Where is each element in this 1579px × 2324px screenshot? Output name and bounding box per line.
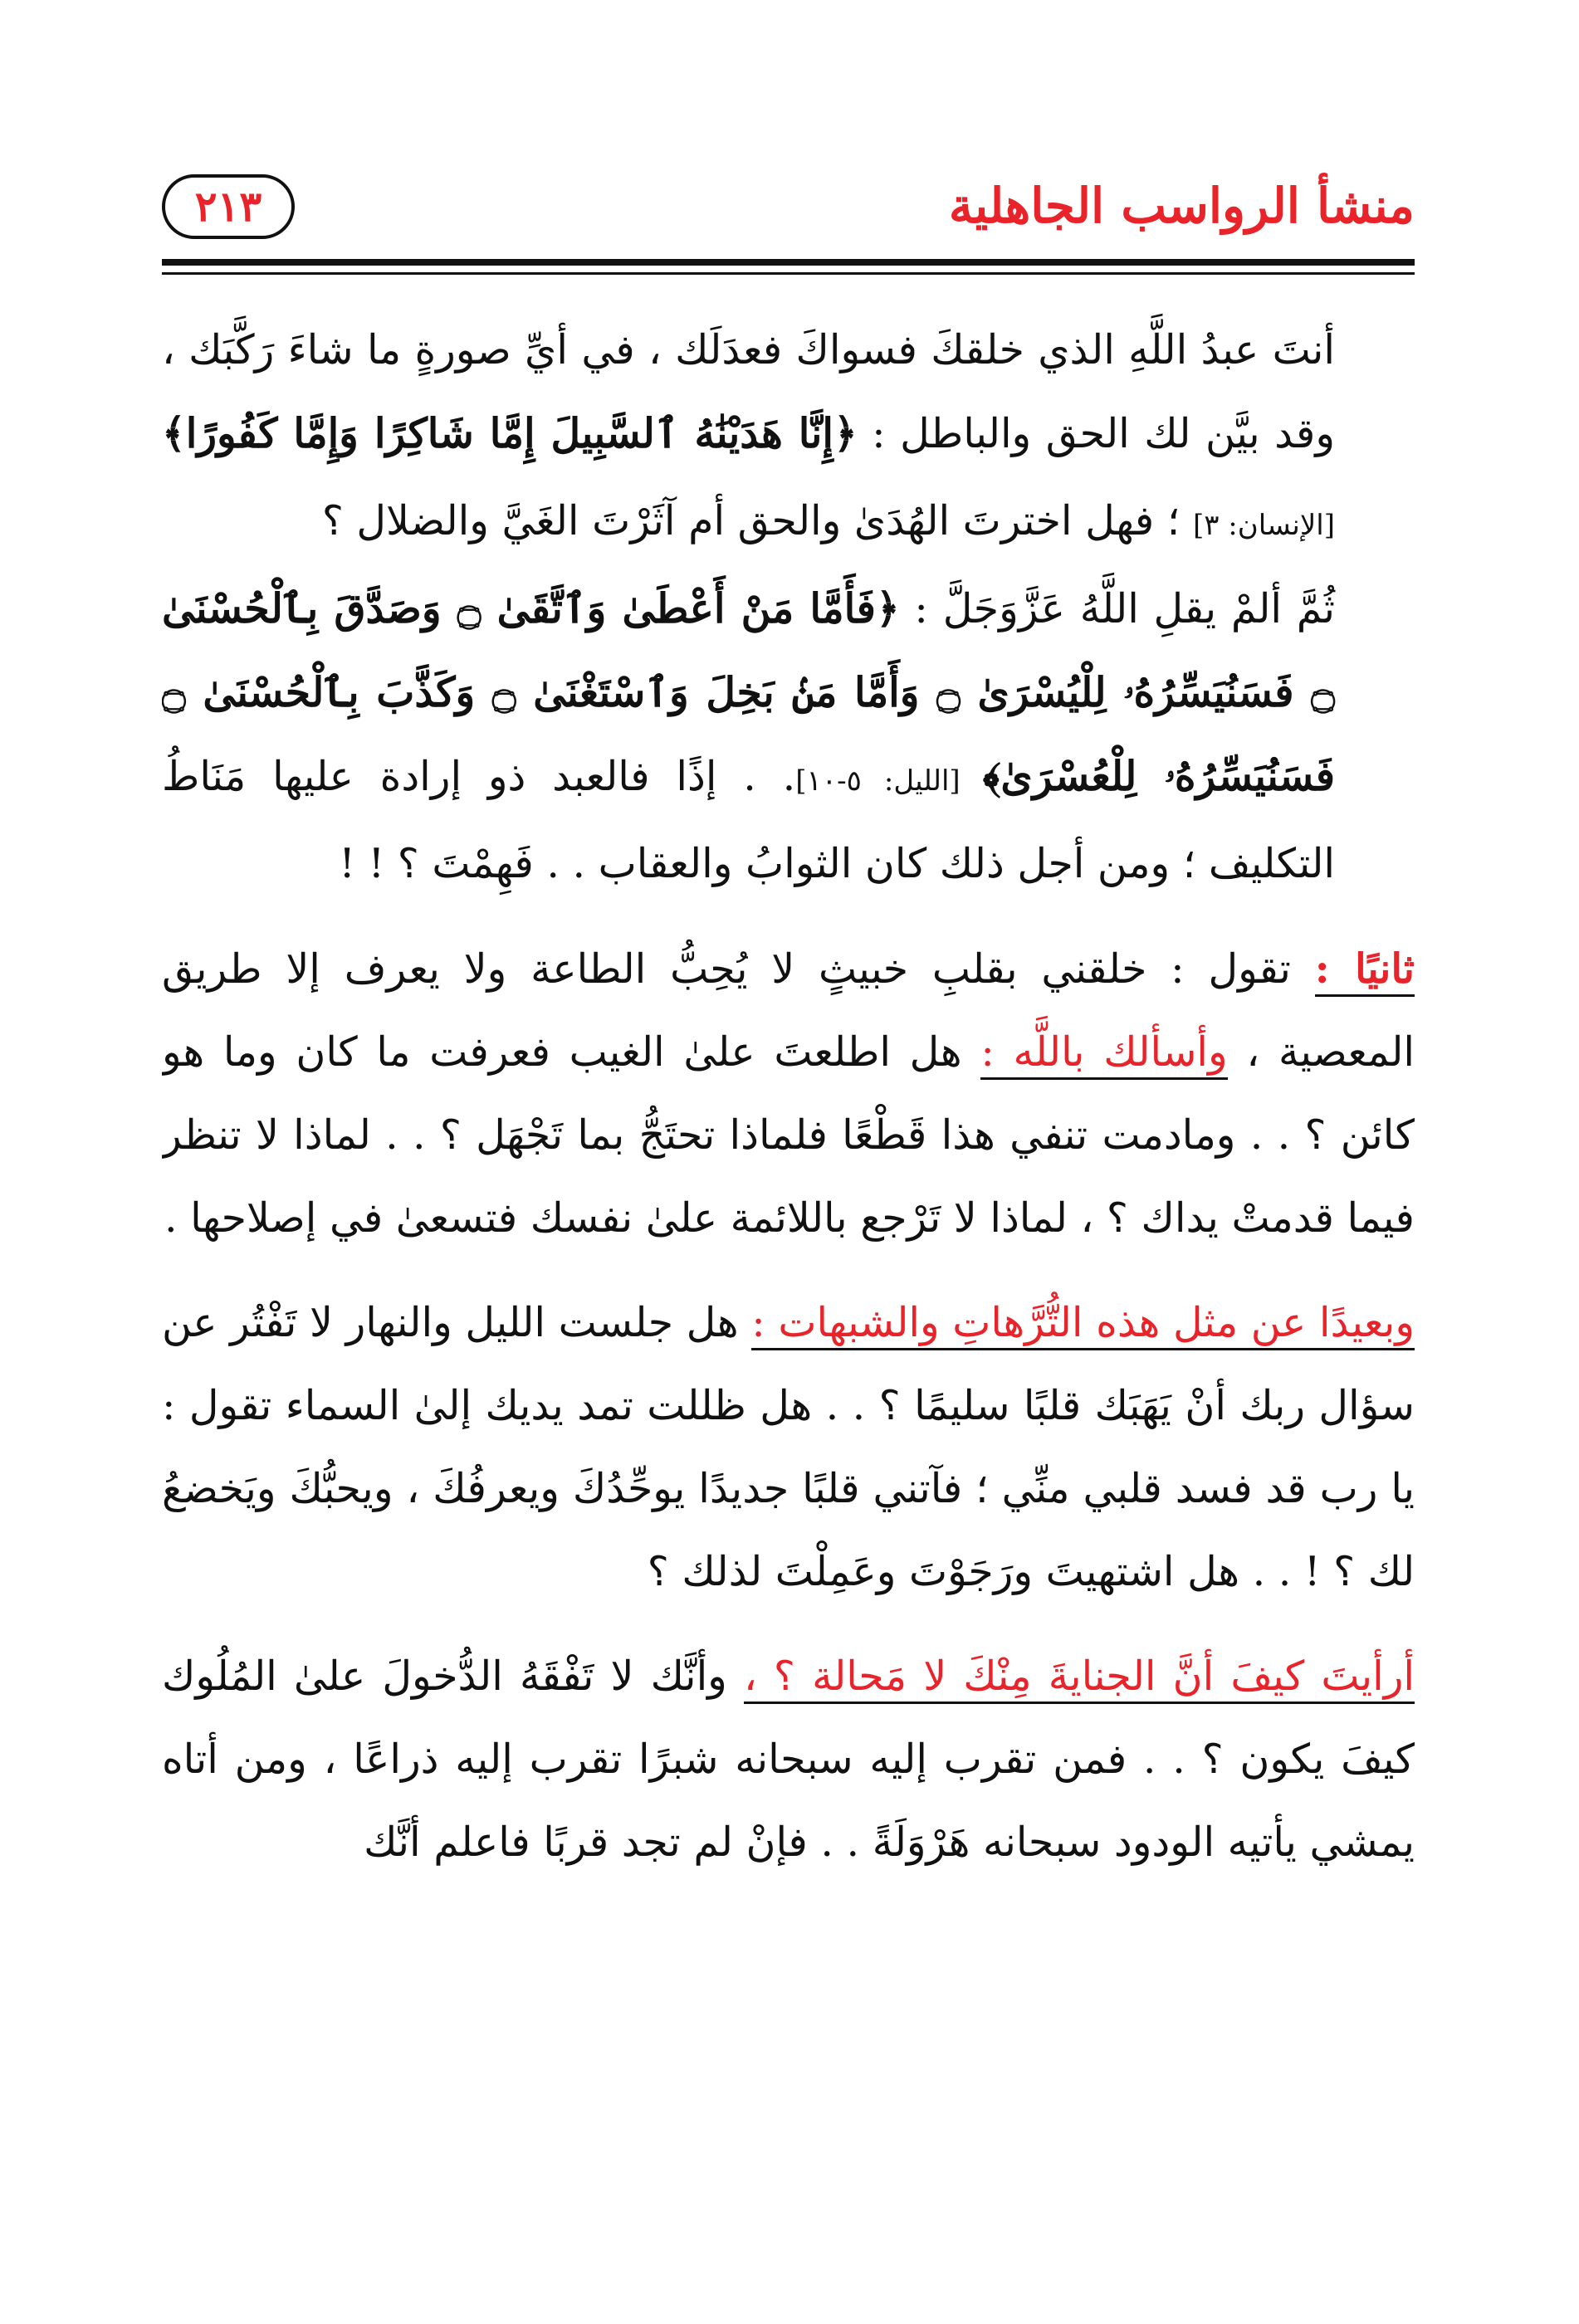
text-segment: وأنَّك لا تَفْقَهُ الدُّخولَ علىٰ المُلُوك كيفَ يكون ؟ . . فمن تقرب إليه سبحانه شبرًا تقرب إليه ذراعًا ، ومن أتاه يمشي يأتيه الودود سبحانه هَرْوَلَةً . . فإنْ لم تجد قربًا فاعلم أنَّك [162, 1653, 1415, 1866]
page-header [162, 163, 1415, 271]
page-number-badge [162, 174, 295, 239]
paragraph-2 [162, 567, 1415, 906]
verse-reference: [الإنسان: ٣] [1192, 509, 1335, 542]
quran-verse: ﴿إِنَّا هَدَيْنَٰهُ ٱلسَّبِيلَ إِمَّا شَاكِرًا وَإِمَّا كَفُورًا﴾ [162, 409, 858, 457]
page-number: ٢١٣ [194, 182, 262, 231]
text-segment: . . إذًا فالعبد ذو إرادة عليها مَنَاطُ التكليف ؛ ومن أجل ذلك كان الثوابُ والعقاب . . فَهِمْتَ ؟ ! ! [162, 753, 1335, 887]
verse-reference: [الليل: ٥-١٠] [795, 764, 983, 798]
text-segment: أنتَ عبدُ اللَّهِ الذي خلقكَ فسواكَ فعدَلَك ، في أيِّ صورةٍ ما شاءَ رَكَّبَك ، وقد بيَّن لك الحق والباطل : [162, 326, 1335, 457]
section-lead: ثانيًا : [1315, 945, 1415, 997]
paragraph-4 [162, 1282, 1415, 1614]
running-title: منشأ الرواسب الجاهلية [948, 178, 1415, 234]
text-segment: تقول : خلقني بقلبِ خبيثٍ لا يُحِبُّ الطاعة ولا يعرف إلا طريق المعصية ، [162, 945, 1415, 1076]
header-rule-thick [162, 259, 1415, 266]
quran-verse: ﴿فَأَمَّا مَنْ أَعْطَىٰ وَٱتَّقَىٰ ۝ وَصَدَّقَ بِٱلْحُسْنَىٰ ۝ فَسَنُيَسِّرُهُۥ لِلْيُسْرَىٰ ۝ وَأَمَّا مَنۢ بَخِلَ وَٱسْتَغْنَىٰ ۝ وَكَذَّبَ بِٱلْحُسْنَىٰ ۝ فَسَنُيَسِّرُهُۥ لِلْعُسْرَىٰ﴾ [162, 584, 1335, 800]
highlighted-phrase: أرأيتَ كيفَ أنَّ الجنايةَ مِنْكَ لا مَحالة ؟ ، [744, 1653, 1415, 1704]
text-segment: ثُمَّ ألمْ يقلِ اللَّهُ عَزَّوَجَلَّ : [899, 585, 1335, 632]
highlighted-phrase: وبعيدًا عن مثل هذه التُّرَّهاتِ والشبهات : [751, 1299, 1415, 1350]
paragraph-3 [162, 927, 1415, 1260]
header-rule-thin [162, 272, 1415, 275]
text-segment: ؛ فهل اخترتَ الهُدَىٰ والحق أم آثَرْتَ الغَيَّ والضلال ؟ [321, 497, 1193, 544]
paragraph-1 [162, 309, 1415, 567]
text-segment: هل جلست الليل والنهار لا تَفْتُر عن سؤال ربك أنْ يَهَبَك قلبًا سليمًا ؟ . . هل ظللت تمد يديك إلىٰ السماء تقول : يا رب قد فسد قلبي منِّي ؛ فآتني قلبًا جديدًا يوحِّدُكَ ويعرفُكَ ، ويحبُّكَ ويَخضعُ لك ؟ ! . . هل اشتهيتَ ورَجَوْتَ وعَمِلْتَ لذلك ؟ [162, 1299, 1415, 1595]
page-body [162, 309, 1415, 2274]
text-segment: هل اطلعتَ علىٰ الغيب فعرفت ما كان وما هو كائن ؟ . . ومادمت تنفي هذا قَطْعًا فلماذا تحتَجُّ بما تَجْهَل ؟ . . لماذا لا تنظر فيما قدمتْ يداك ؟ ، لماذا لا تَرْجع باللائمة علىٰ نفسك فتسعىٰ في إصلاحها . [162, 1028, 1415, 1242]
highlighted-phrase: وأسألك باللَّه : [980, 1028, 1227, 1080]
paragraph-5 [162, 1635, 1415, 1884]
